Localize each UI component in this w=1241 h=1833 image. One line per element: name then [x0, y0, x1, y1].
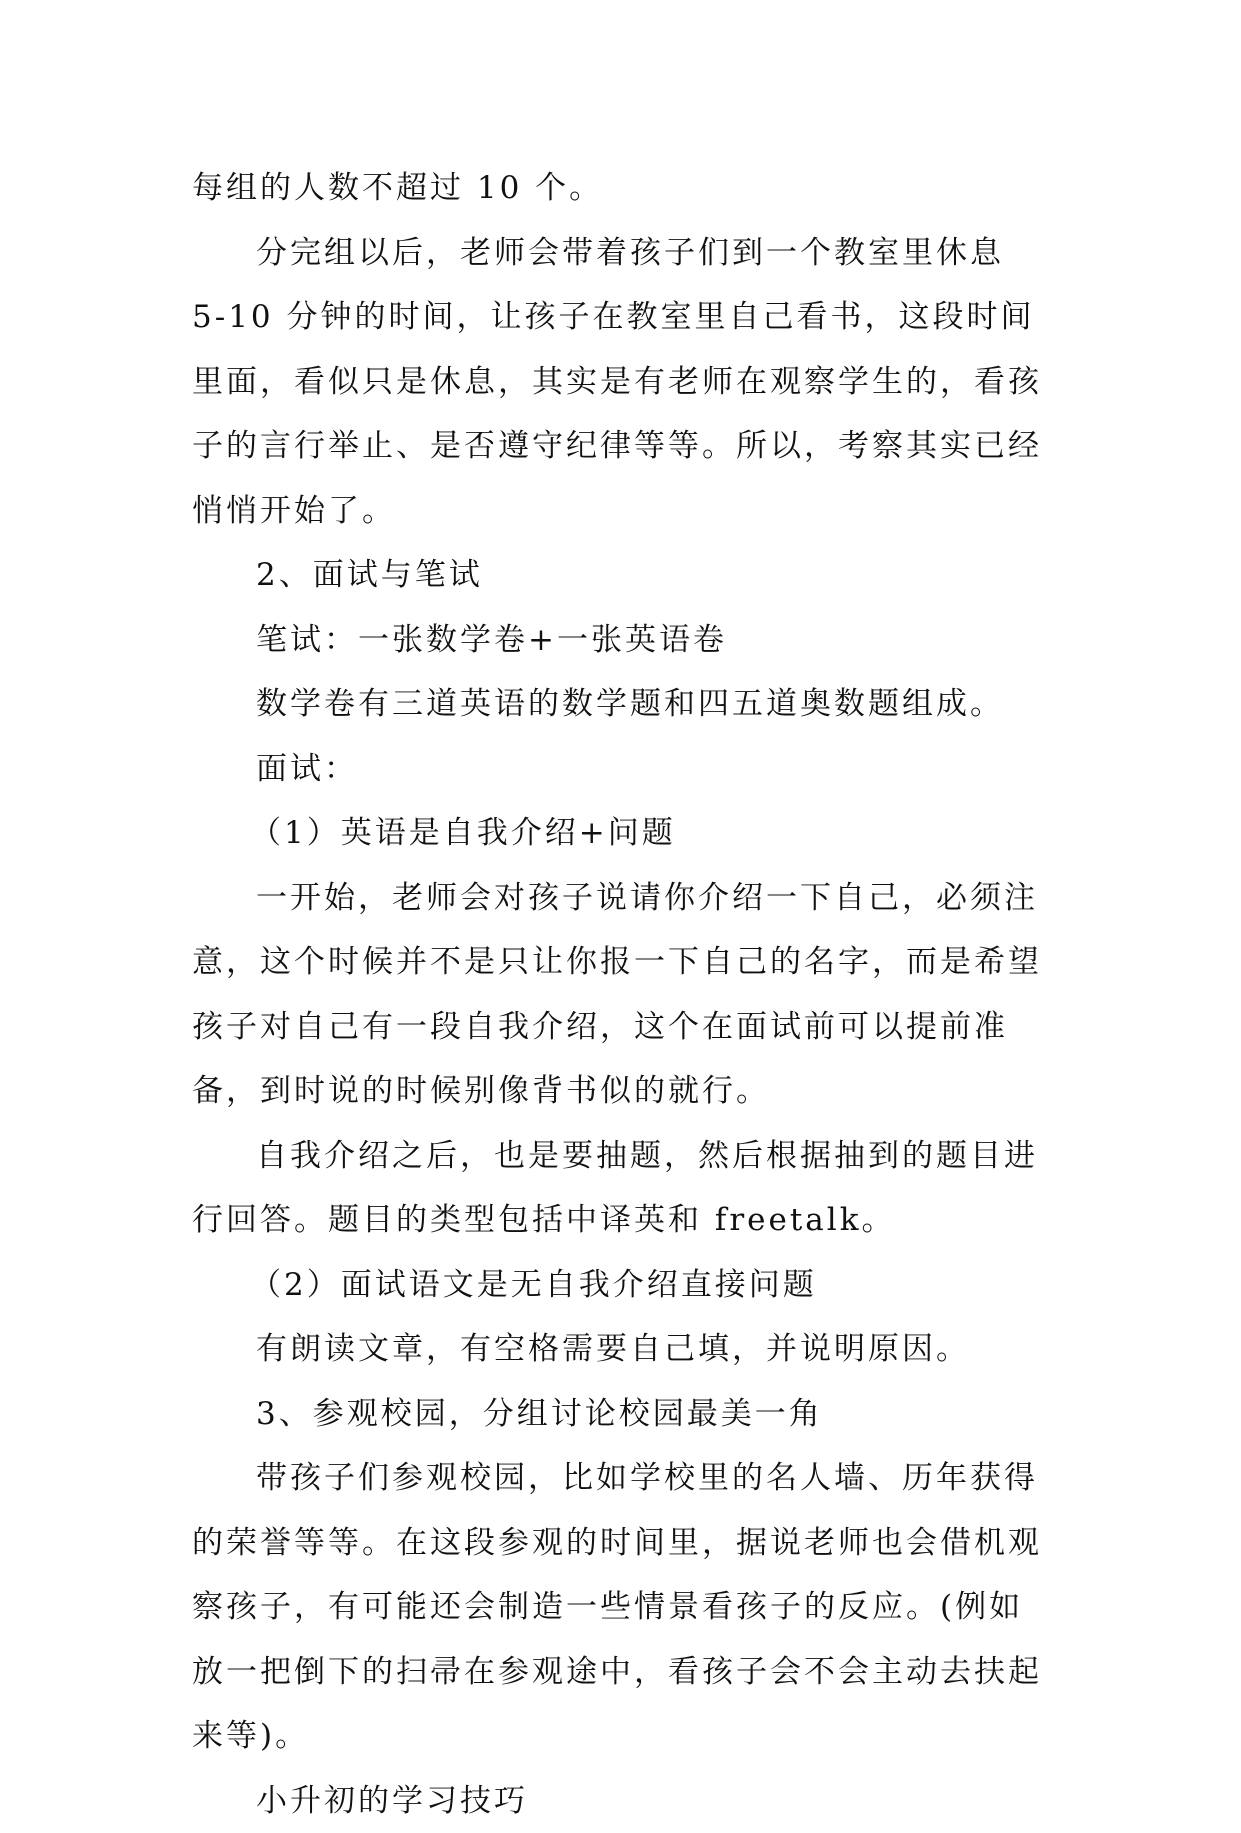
section-heading: 小升初的学习技巧 [192, 1769, 1052, 1833]
section-heading: 3、参观校园，分组讨论校园最美一角 [192, 1382, 1052, 1447]
paragraph: 分完组以后，老师会带着孩子们到一个教室里休息 5-10 分钟的时间，让孩子在教室里自己看书，这段时间里面，看似只是休息，其实是有老师在观察学生的，看孩子的言行举止、是否遵守纪律等等。所以，考察其实已经悄悄开始了。 [192, 221, 1052, 544]
paragraph: 面试： [192, 737, 1052, 802]
paragraph-continuation: 每组的人数不超过 10 个。 [192, 156, 1052, 221]
paragraph: 数学卷有三道英语的数学题和四五道奥数题组成。 [192, 672, 1052, 737]
document-body [192, 156, 1052, 1833]
paragraph: 自我介绍之后，也是要抽题，然后根据抽到的题目进行回答。题目的类型包括中译英和 freetalk。 [192, 1124, 1052, 1253]
paragraph: 一开始，老师会对孩子说请你介绍一下自己，必须注意，这个时候并不是只让你报一下自己的名字，而是希望孩子对自己有一段自我介绍，这个在面试前可以提前准备，到时说的时候别像背书似的就行。 [192, 866, 1052, 1124]
paragraph: 带孩子们参观校园，比如学校里的名人墙、历年获得的荣誉等等。在这段参观的时间里，据说老师也会借机观察孩子，有可能还会制造一些情景看孩子的反应。(例如放一把倒下的扫帚在参观途中，看孩子会不会主动去扶起来等)。 [192, 1446, 1052, 1769]
subsection-heading: （2）面试语文是无自我介绍直接问题 [192, 1253, 1052, 1318]
subsection-heading: （1）英语是自我介绍+问题 [192, 801, 1052, 866]
section-heading: 2、面试与笔试 [192, 543, 1052, 608]
paragraph: 有朗读文章，有空格需要自己填，并说明原因。 [192, 1317, 1052, 1382]
paragraph: 笔试：一张数学卷+一张英语卷 [192, 608, 1052, 673]
